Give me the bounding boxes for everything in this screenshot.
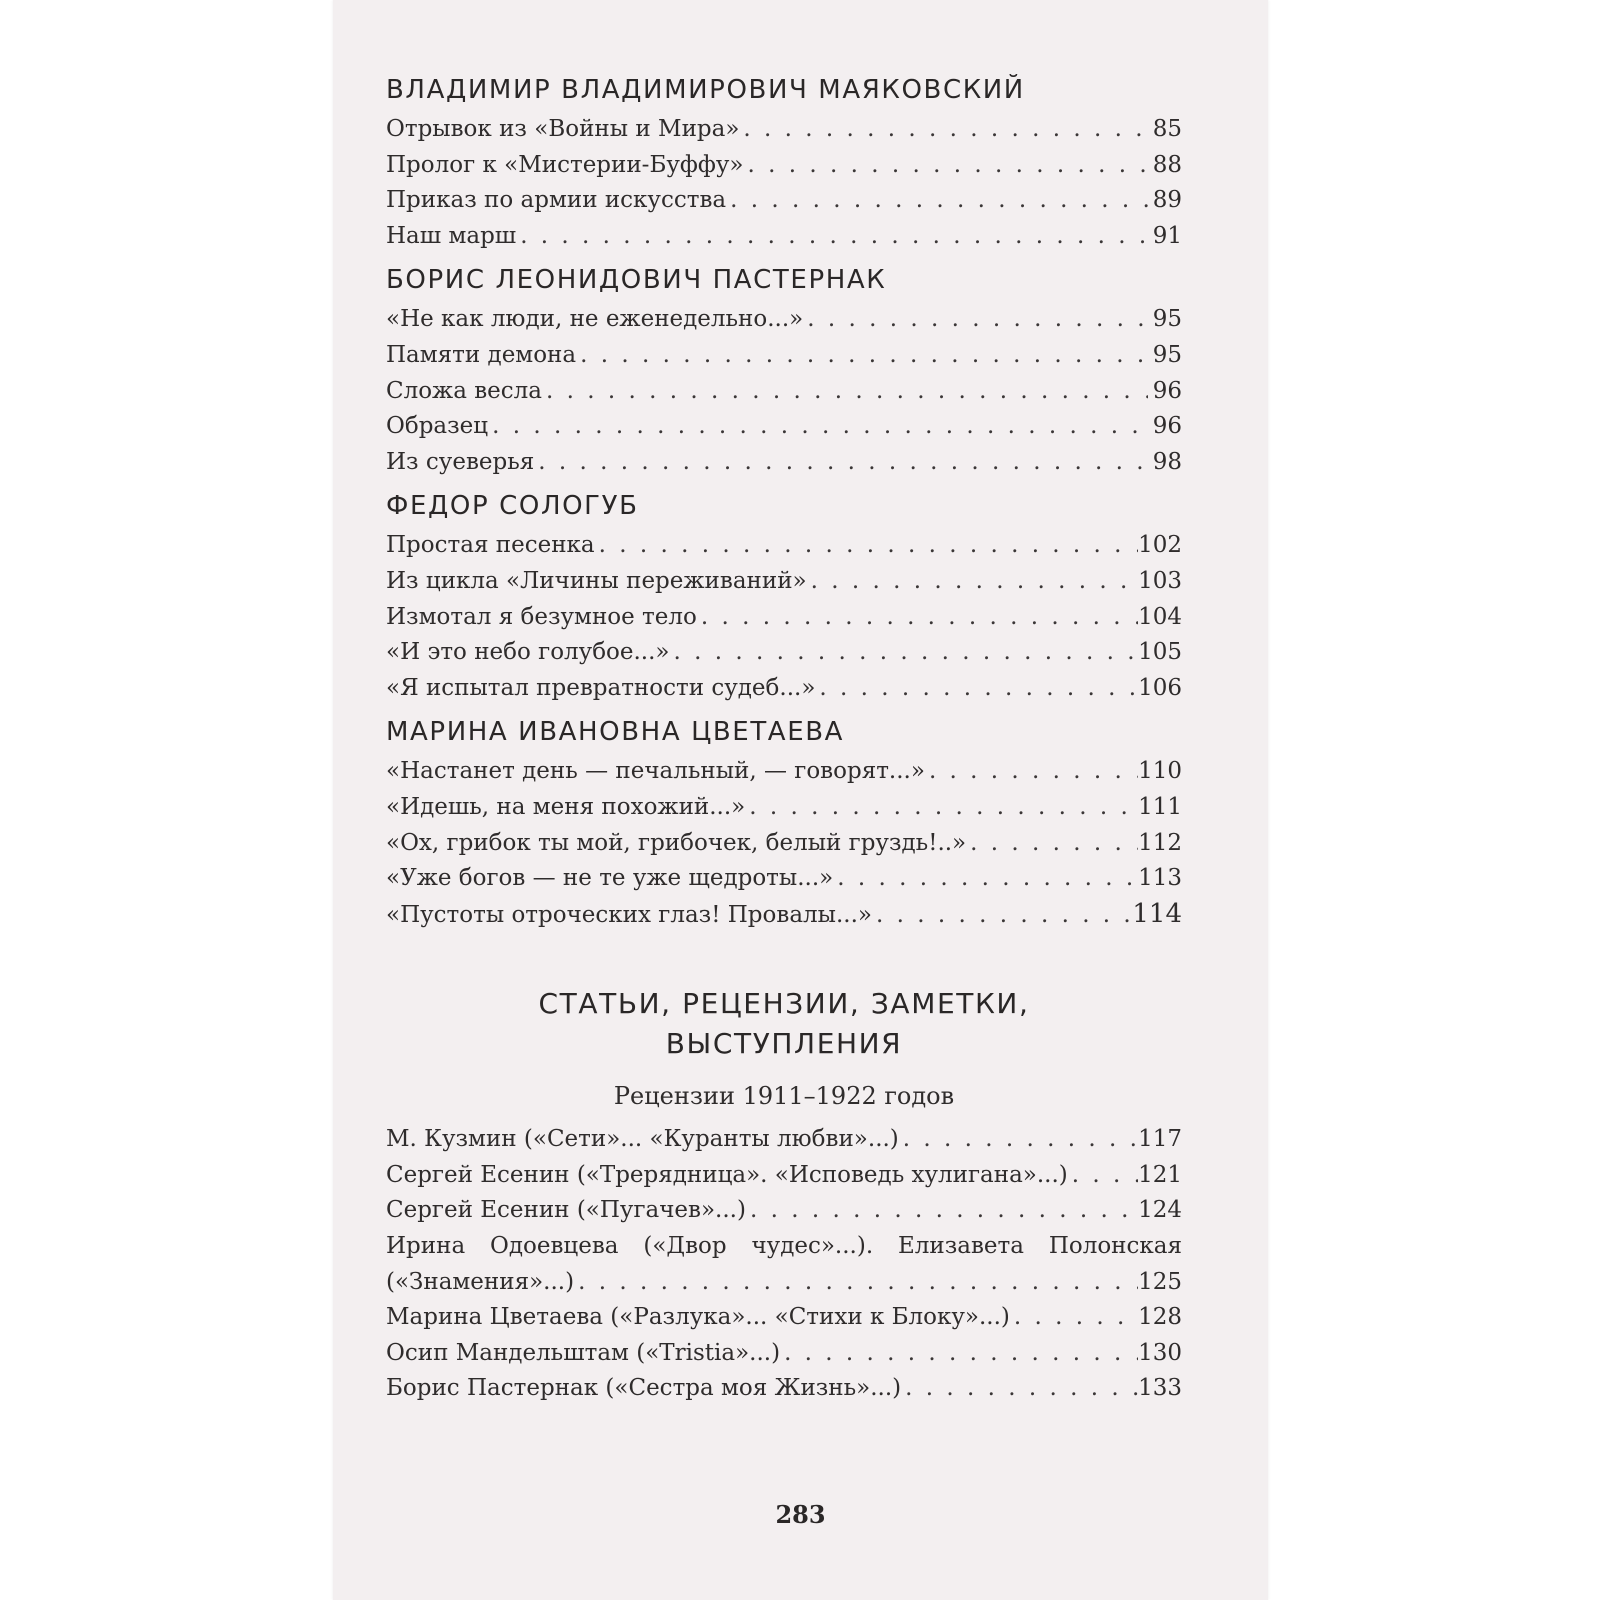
entry-page: 110 xyxy=(1138,758,1182,785)
entry-page: 95 xyxy=(1152,341,1182,368)
section-heading xyxy=(386,984,1182,1064)
dot-leader xyxy=(780,1336,1138,1372)
entry-page: 112 xyxy=(1138,829,1182,856)
dot-leader xyxy=(966,826,1138,862)
toc-entry xyxy=(386,1158,1182,1194)
toc-entry xyxy=(386,219,1182,255)
entry-page: 89 xyxy=(1152,187,1182,214)
entry-page: 88 xyxy=(1152,151,1182,178)
dot-leader xyxy=(516,219,1148,255)
entry-page: 96 xyxy=(1152,377,1182,404)
entry-word: («Двор xyxy=(643,1233,727,1260)
entry-page: 114 xyxy=(1132,898,1182,929)
toc-entry xyxy=(386,790,1182,826)
section-heading-line1: СТАТЬИ, РЕЦЕНЗИИ, ЗАМЕТКИ, xyxy=(538,987,1030,1021)
toc-entry xyxy=(386,564,1182,600)
entry-page: 98 xyxy=(1152,448,1182,475)
entry-title: Из цикла «Личины переживаний» xyxy=(386,567,807,594)
entry-title: «И это небо голубое...» xyxy=(386,639,670,666)
entry-page: 106 xyxy=(1138,674,1182,701)
entry-word: чудес»...). xyxy=(751,1233,874,1260)
toc-entry xyxy=(386,861,1182,897)
toc-entry xyxy=(386,1300,1182,1336)
author-heading: БОРИС ЛЕОНИДОВИЧ ПАСТЕРНАК xyxy=(386,265,887,296)
toc-entry xyxy=(386,754,1182,790)
author-heading: МАРИНА ИВАНОВНА ЦВЕТАЕВА xyxy=(386,717,845,748)
entry-title-line1 xyxy=(386,1229,1182,1265)
toc-entry xyxy=(386,374,1182,410)
entry-page: 133 xyxy=(1138,1375,1182,1402)
entry-title: Марина Цветаева («Разлука»... «Стихи к Блоку»...) xyxy=(386,1304,1010,1331)
entry-page: 85 xyxy=(1152,116,1182,142)
toc-entry xyxy=(386,445,1182,481)
dot-leader xyxy=(872,898,1132,934)
entry-page: 121 xyxy=(1138,1161,1182,1188)
entry-page: 91 xyxy=(1152,222,1182,249)
dot-leader xyxy=(739,112,1148,148)
dot-leader xyxy=(595,528,1138,564)
dot-leader xyxy=(746,1193,1138,1229)
entry-title: Борис Пастернак («Сестра моя Жизнь»...) xyxy=(386,1375,902,1402)
toc-entry xyxy=(386,1193,1182,1229)
entry-title: Сергей Есенин («Пугачев»...) xyxy=(386,1197,746,1224)
toc-entry xyxy=(386,1371,1182,1407)
entry-title: Памяти демона xyxy=(386,341,577,368)
dot-leader xyxy=(1068,1158,1138,1194)
entry-page: 124 xyxy=(1138,1197,1182,1224)
entry-page: 104 xyxy=(1138,603,1182,630)
dot-leader xyxy=(534,445,1148,481)
entry-title: Наш марш xyxy=(386,222,517,249)
toc-entry-wrapped xyxy=(386,1229,1182,1300)
entry-title: «Пустоты отроческих глаз! Провалы...» xyxy=(386,901,872,928)
dot-leader xyxy=(697,600,1138,636)
book-page xyxy=(333,0,1268,1600)
author-heading: ФЕДОР СОЛОГУБ xyxy=(386,491,639,522)
entry-title: «Идешь, на меня похожий...» xyxy=(386,793,746,820)
toc-entry xyxy=(386,671,1182,707)
toc-entry xyxy=(386,1336,1182,1372)
entry-title-line2 xyxy=(386,1265,1182,1301)
entry-title: «Не как люди, не еженедельно...» xyxy=(386,306,804,333)
dot-leader xyxy=(576,338,1148,374)
entry-title: Приказ по армии искусства xyxy=(386,187,727,214)
entry-page: 111 xyxy=(1138,793,1182,820)
entry-page: 103 xyxy=(1138,567,1182,594)
entry-word: Ирина xyxy=(386,1233,466,1260)
entry-word: Елизавета xyxy=(897,1233,1024,1260)
entry-page: 125 xyxy=(1138,1268,1182,1295)
toc-entry xyxy=(386,112,1182,148)
toc-entry xyxy=(386,183,1182,219)
toc-entry xyxy=(386,826,1182,862)
entry-page: 113 xyxy=(1138,865,1182,892)
dot-leader xyxy=(745,790,1138,826)
page-number: 283 xyxy=(775,1500,826,1529)
toc-entry xyxy=(386,635,1182,671)
entry-title: Сложа весла xyxy=(386,377,543,404)
dot-leader xyxy=(1010,1300,1138,1336)
entry-title: М. Кузмин («Сети»... «Куранты любви»...) xyxy=(386,1126,899,1153)
toc-entry xyxy=(386,302,1182,338)
toc-entry xyxy=(386,528,1182,564)
dot-leader xyxy=(925,754,1138,790)
dot-leader xyxy=(670,635,1139,671)
entry-title: «Ох, грибок ты мой, грибочек, белый груздь!..» xyxy=(386,829,967,856)
entry-page: 105 xyxy=(1138,639,1182,666)
entry-title: Сергей Есенин («Трерядница». «Исповедь хулигана»...) xyxy=(386,1161,1068,1188)
entry-page: 96 xyxy=(1152,413,1182,440)
subsection-heading: Рецензии 1911–1922 годов xyxy=(613,1082,955,1111)
dot-leader xyxy=(542,374,1148,410)
author-heading: ВЛАДИМИР ВЛАДИМИРОВИЧ МАЯКОВСКИЙ xyxy=(386,75,1025,105)
dot-leader xyxy=(815,671,1138,707)
toc-entry xyxy=(386,338,1182,374)
entry-title: Из суеверья xyxy=(386,448,535,475)
dot-leader xyxy=(744,148,1149,184)
entry-page: 128 xyxy=(1138,1304,1182,1331)
entry-page: 117 xyxy=(1138,1126,1182,1153)
entry-word: Одоевцева xyxy=(490,1233,619,1260)
toc-entry xyxy=(386,409,1182,445)
table-of-contents xyxy=(386,64,1182,1407)
toc-entry xyxy=(386,600,1182,636)
entry-title: Осип Мандельштам («Tristia»...) xyxy=(386,1339,781,1366)
dot-leader xyxy=(807,564,1138,600)
entry-title: «Уже богов — не те уже щедроты...» xyxy=(386,865,834,892)
dot-leader xyxy=(726,183,1148,219)
dot-leader xyxy=(899,1122,1138,1158)
toc-entry xyxy=(386,897,1182,933)
entry-title: Простая песенка xyxy=(386,532,595,559)
entry-page: 102 xyxy=(1138,532,1182,559)
dot-leader xyxy=(833,861,1138,897)
dot-leader xyxy=(488,409,1148,445)
dot-leader xyxy=(803,302,1148,338)
toc-entry xyxy=(386,1122,1182,1158)
entry-page: 95 xyxy=(1152,306,1182,333)
entry-title: Отрывок из «Войны и Мира» xyxy=(386,116,740,142)
entry-title: Образец xyxy=(386,413,489,440)
dot-leader xyxy=(901,1371,1138,1407)
section-heading-line2: ВЫСТУПЛЕНИЯ xyxy=(665,1027,903,1061)
toc-entry xyxy=(386,148,1182,184)
entry-title: («Знамения»...) xyxy=(386,1268,575,1295)
entry-page: 130 xyxy=(1138,1339,1182,1366)
entry-title: Измотал я безумное тело xyxy=(386,603,697,630)
dot-leader xyxy=(574,1265,1138,1301)
entry-word: Полонская xyxy=(1048,1233,1182,1260)
entry-title: «Я испытал превратности судеб...» xyxy=(386,674,816,701)
entry-title: Пролог к «Мистерии-Буффу» xyxy=(386,151,744,178)
entry-title: «Настанет день — печальный, — говорят...» xyxy=(386,758,925,785)
